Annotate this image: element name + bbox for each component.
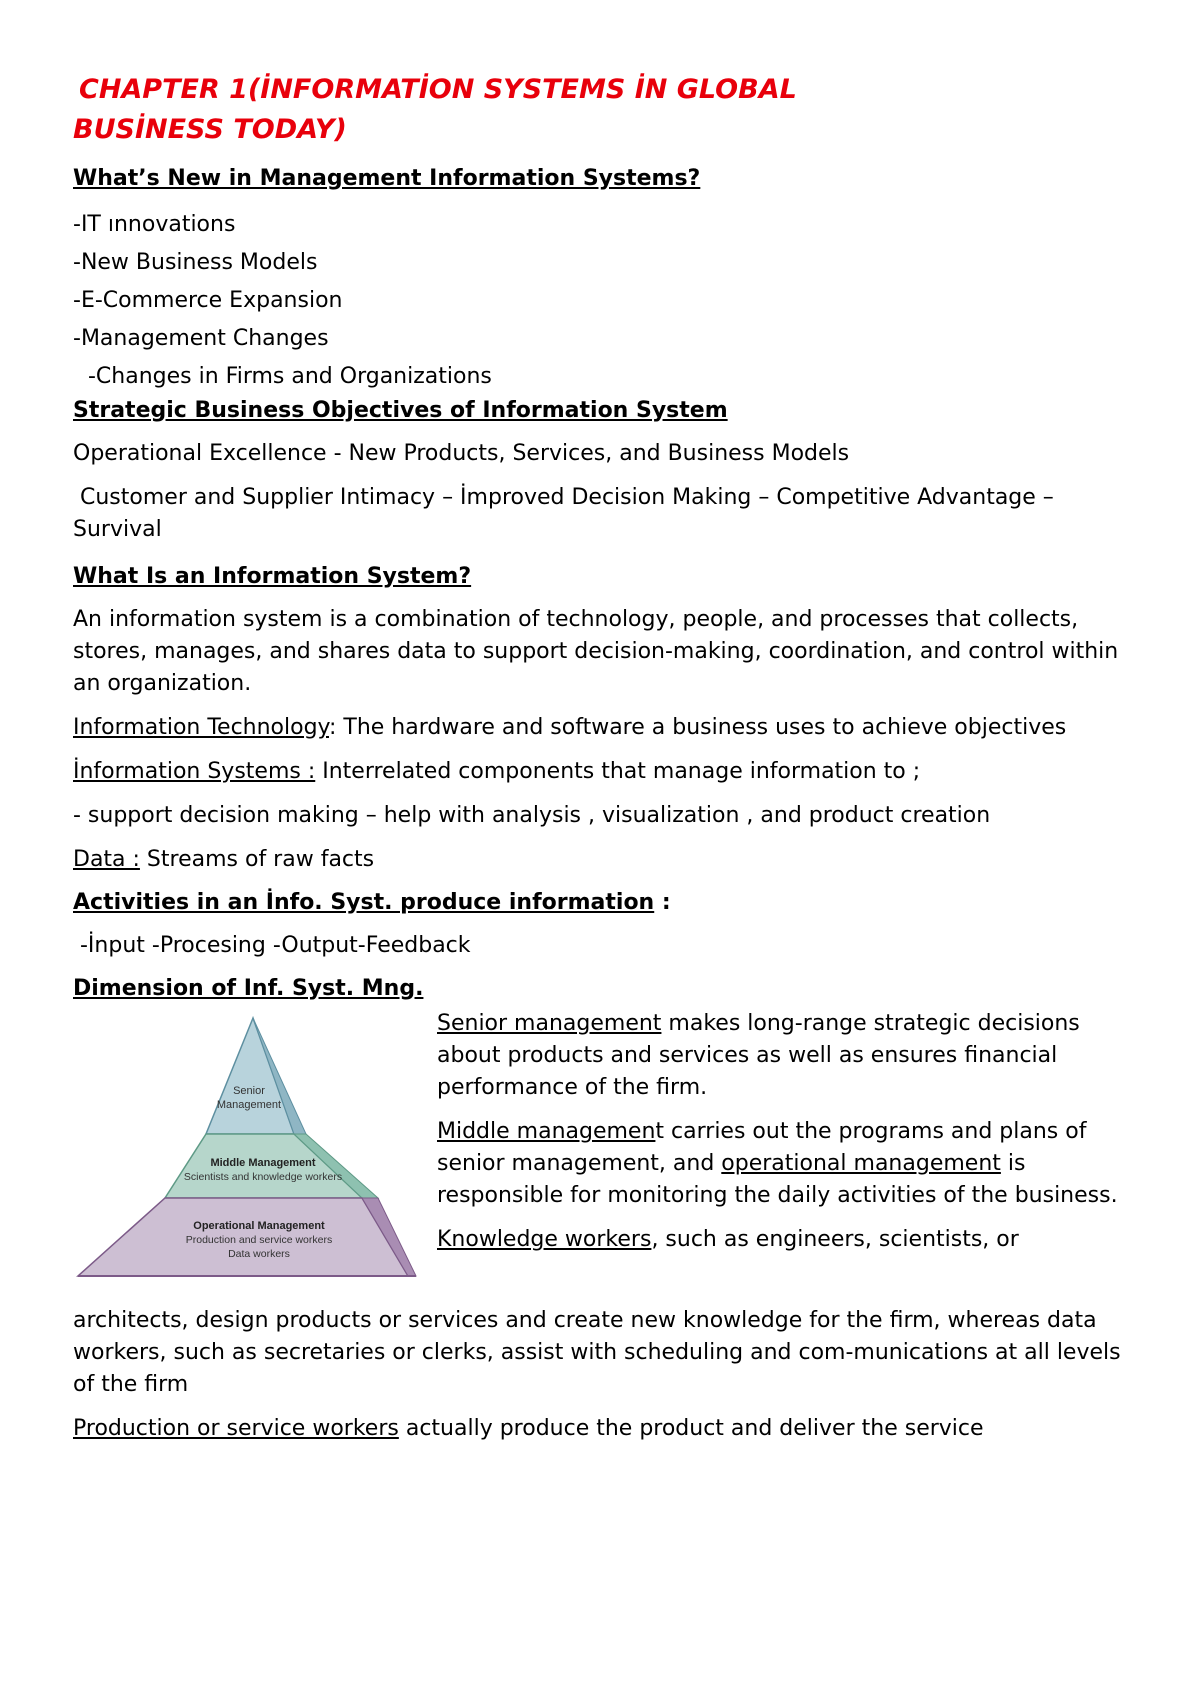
- pyramid-middle-label-2: Scientists and knowledge workers: [183, 1171, 343, 1183]
- it-definition: [73, 712, 1133, 744]
- middle-management-text: t carries out the programs and plans of senior management, and: [437, 1119, 1087, 1176]
- production-workers-def: actually produce the product and deliver the service: [398, 1416, 984, 1441]
- pyramid-operational-label-1: Operational Management: [193, 1220, 325, 1232]
- list-item: -E-Commerce Expansion: [73, 288, 343, 313]
- data-def: Streams of raw facts: [139, 847, 375, 872]
- chapter-title-line-1: CHAPTER 1(İNFORMATİON SYSTEMS İN GLOBAL: [79, 74, 797, 105]
- dimension-heading: Dimension of Inf. Syst. Mng.: [73, 976, 424, 1001]
- middle-management-term: Middle managemen: [437, 1119, 656, 1144]
- pyramid-operational-label-3: Data workers: [228, 1248, 290, 1260]
- knowledge-workers-line-1: [437, 1224, 1137, 1256]
- chapter-title: [73, 70, 1133, 150]
- strategic-line-2: Customer and Supplier Intimacy – İmproved Decision Making – Competitive Advantage – Survival: [73, 485, 1061, 542]
- strategic-heading: Strategic Business Objectives of Information System: [73, 398, 728, 423]
- list-item: -Changes in Firms and Organizations: [81, 364, 492, 389]
- data-definition: [73, 844, 1133, 876]
- list-item: -New Business Models: [73, 250, 318, 275]
- strategic-line-1: Operational Excellence - New Products, Services, and Business Models: [73, 441, 850, 466]
- is-def: Interrelated components that manage information to ;: [315, 759, 921, 784]
- knowledge-workers-def-1: , such as engineers, scientists, or: [651, 1227, 1019, 1252]
- is-term: İnformation Systems :: [73, 759, 316, 784]
- middle-management-paragraph: [437, 1116, 1137, 1212]
- data-term: Data :: [73, 847, 140, 872]
- pyramid-senior-label-2: Management: [216, 1099, 282, 1111]
- dimension-block: [73, 1008, 1133, 1308]
- pyramid-middle-label-1: Middle Management: [210, 1157, 316, 1169]
- senior-management-term: Senior management: [437, 1011, 662, 1036]
- activities-heading-row: [73, 888, 1133, 918]
- what-is-paragraph: An information system is a combination of technology, people, and processes that collects, stores, manages, and shares data to support decision-making, coordination, and control within an organization.: [73, 607, 1119, 696]
- it-def: : The hardware and software a business uses to achieve objectives: [328, 715, 1067, 740]
- senior-management-paragraph: [437, 1008, 1137, 1104]
- list-item: -Management Changes: [73, 326, 329, 351]
- it-term: Information Technology: [73, 715, 329, 740]
- pyramid-senior-label-1: Senior: [233, 1085, 265, 1097]
- activities-heading: Activities in an İnfo. Syst. produce information: [73, 890, 655, 915]
- pyramid-top-tier: [206, 1018, 306, 1134]
- list-item: -IT ınnovations: [73, 212, 236, 237]
- dimension-right-column: [437, 1008, 1137, 1256]
- operational-management-def: is responsible for monitoring the daily activities of the business.: [437, 1151, 1118, 1208]
- is-definition: [73, 756, 1133, 788]
- knowledge-workers-continuation: architects, design products or services and create new knowledge for the firm, whereas data workers, such as secretaries or clerks, assist with scheduling and com-munications at all levels of the firm: [73, 1308, 1121, 1397]
- whats-new-list: [73, 206, 1133, 396]
- pyramid-operational-label-2: Production and service workers: [185, 1234, 333, 1246]
- activities-suffix: :: [654, 890, 671, 915]
- support-line: - support decision making – help with analysis , visualization , and product creation: [73, 803, 991, 828]
- what-is-heading: What Is an Information System?: [73, 564, 472, 589]
- activities-line: -İnput -Procesing -Output-Feedback: [73, 933, 471, 958]
- production-workers-term: Production or service workers: [73, 1416, 399, 1441]
- document-page: [73, 70, 1133, 1445]
- knowledge-workers-term: Knowledge workers: [437, 1227, 652, 1252]
- chapter-title-line-2: BUSİNESS TODAY): [73, 114, 347, 145]
- whats-new-heading: What’s New in Management Information Systems?: [73, 166, 701, 191]
- management-pyramid-diagram: [73, 1008, 423, 1293]
- production-workers-paragraph: [73, 1413, 1133, 1445]
- operational-management-term: operational management: [721, 1151, 1001, 1176]
- senior-management-def: makes long-range strategic decisions about products and services as well as ensures financial performance of the firm.: [437, 1011, 1080, 1100]
